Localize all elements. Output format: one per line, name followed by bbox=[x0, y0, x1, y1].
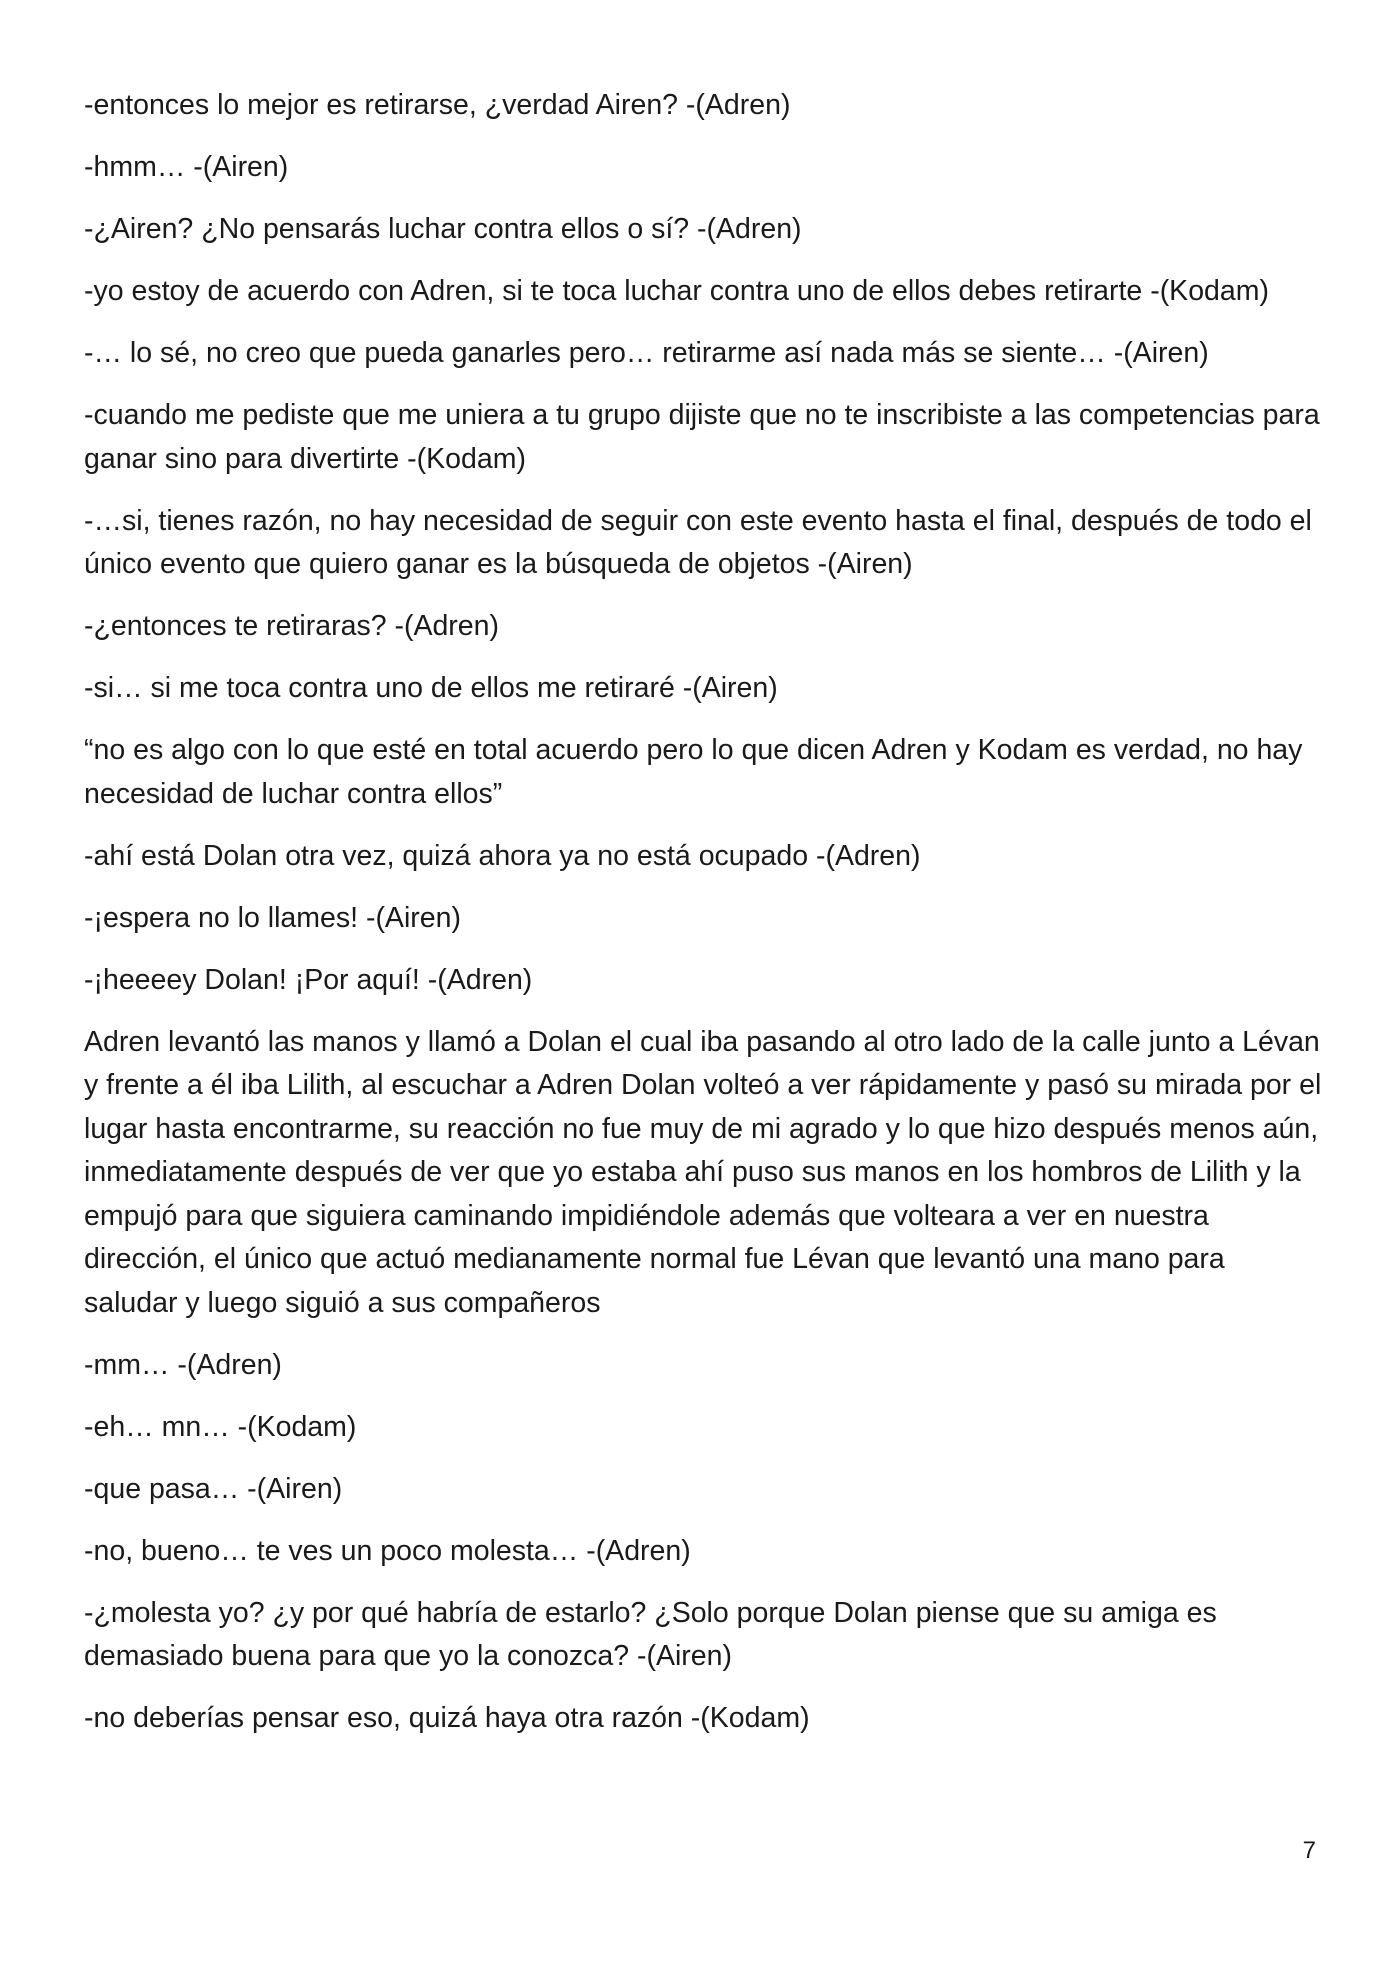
paragraph: -si… si me toca contra uno de ellos me retiraré -(Airen) bbox=[84, 672, 778, 704]
paragraph: -mm… -(Adren) bbox=[84, 1348, 282, 1381]
paragraph: Adren levantó las manos y llamó a Dolan el cual iba pasando al otro lado de la calle junto a Lévan y frente a él iba Lilith, al escuchar a Adren Dolan volteó a ver rápidamente y pasó su mirada por el lugar hasta encontrarme, su reacción no fue muy de mi agrado y lo que hizo después menos aún, inmediatamente después de ver que yo estaba ahí puso sus manos en los hombros de Lilith y la empujó para que siguiera caminando impidiéndole además que volteara a ver en nuestra dirección, el único que actuó medianamente normal fue Lévan que levantó una mano para saludar y luego siguió a sus compañeros bbox=[84, 1025, 1322, 1319]
paragraph: -ahí está Dolan otra vez, quizá ahora ya no está ocupado -(Adren) bbox=[84, 839, 921, 872]
paragraph: -… lo sé, no creo que pueda ganarles pero… retirarme así nada más se siente… -(Airen) bbox=[84, 337, 1209, 369]
paragraph: -yo estoy de acuerdo con Adren, si te toca luchar contra uno de ellos debes retirarte -(Kodam) bbox=[84, 275, 1269, 307]
paragraph: -¿Airen? ¿No pensarás luchar contra ellos o sí? -(Adren) bbox=[84, 213, 802, 245]
paragraph: -entonces lo mejor es retirarse, ¿verdad Airen? -(Adren) bbox=[84, 89, 791, 121]
paragraph: -¿entonces te retiraras? -(Adren) bbox=[84, 610, 499, 642]
text-body bbox=[84, 84, 1324, 1759]
paragraph: -…si, tienes razón, no hay necesidad de seguir con este evento hasta el final, después de todo el único evento que quiero ganar es la búsqueda de objetos -(Airen) bbox=[84, 504, 1312, 580]
paragraph: -eh… mn… -(Kodam) bbox=[84, 1410, 357, 1443]
paragraph: -que pasa… -(Airen) bbox=[84, 1472, 343, 1505]
paragraph: “no es algo con lo que esté en total acuerdo pero lo que dicen Adren y Kodam es verdad, no hay necesidad de luchar contra ellos” bbox=[84, 734, 1303, 810]
paragraph: -cuando me pediste que me uniera a tu grupo dijiste que no te inscribiste a las competencias para ganar sino para divertirte -(Kodam) bbox=[84, 399, 1320, 475]
paragraph: -¿molesta yo? ¿y por qué habría de estarlo? ¿Solo porque Dolan piense que su amiga es demasiado buena para que yo la conozca? -(Airen) bbox=[84, 1596, 1217, 1672]
paragraph: -no deberías pensar eso, quizá haya otra razón -(Kodam) bbox=[84, 1702, 810, 1734]
paragraph: -no, bueno… te ves un poco molesta… -(Adren) bbox=[84, 1534, 691, 1567]
paragraph: -¡heeeey Dolan! ¡Por aquí! -(Adren) bbox=[84, 963, 533, 996]
paragraph: -hmm… -(Airen) bbox=[84, 151, 289, 183]
page-number: 7 bbox=[1302, 1837, 1316, 1864]
paragraph: -¡espera no lo llames! -(Airen) bbox=[84, 901, 461, 934]
